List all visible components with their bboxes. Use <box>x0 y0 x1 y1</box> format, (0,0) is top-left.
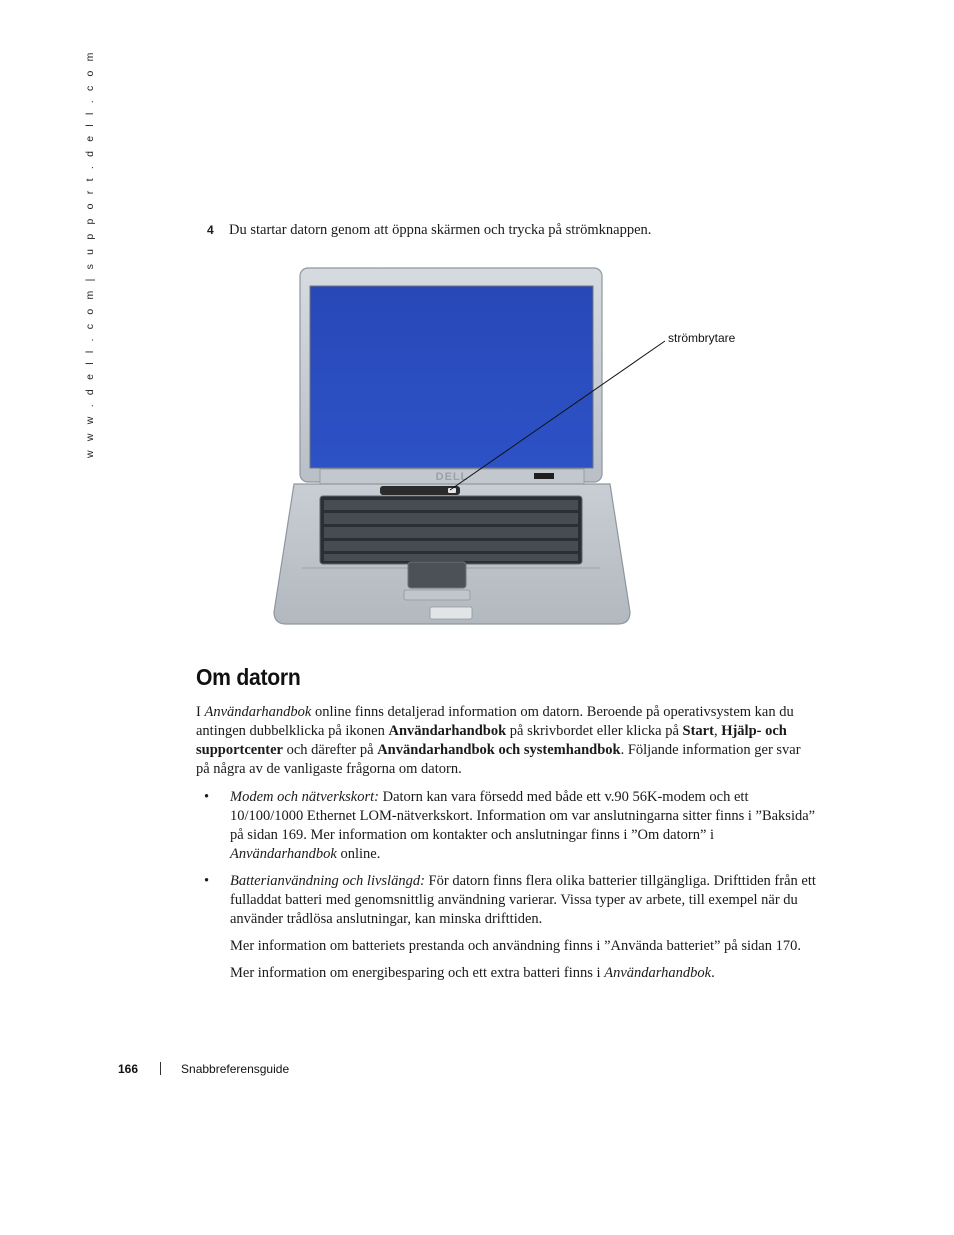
hinge-vent-right <box>534 473 554 479</box>
bullet-list <box>196 788 816 929</box>
laptop-screen <box>310 286 593 468</box>
bullet-label: Batterianvändning och livslängd: <box>230 873 425 889</box>
bullet-item <box>196 788 816 864</box>
energy-t2: Användarhandbok <box>604 965 712 981</box>
intro-paragraph <box>196 703 816 779</box>
bullet-dot: • <box>204 789 210 805</box>
body-text <box>196 703 816 991</box>
intro-t2: Användarhandbok <box>204 704 312 720</box>
laptop-illustration <box>272 262 752 634</box>
energy-t1: Mer information om energibesparing och ett extra batteri finns i <box>230 965 605 981</box>
bullet-italic-tail: Användarhandbok <box>230 846 337 862</box>
intro-t3: online finns detaljerad information om datorn. Beroende på operativsystem kan du antingen dubbelklicka på ikonen <box>196 704 794 739</box>
energy-t3: . <box>711 965 715 981</box>
section-title: Om datorn <box>196 664 301 690</box>
front-latch <box>430 607 472 619</box>
step-text: Du startar datorn genom att öppna skärmen och trycka på strömknappen. <box>229 222 652 238</box>
bullet-item <box>196 872 816 929</box>
bullet-tail: online. <box>336 846 381 862</box>
intro-t9: och därefter på <box>283 742 378 758</box>
page-footer <box>118 1062 289 1076</box>
callout-label: strömbrytare <box>668 331 736 345</box>
dell-logo: DELL <box>435 471 469 483</box>
bullet-dot: • <box>204 873 210 889</box>
bullet-text: Datorn kan vara försedd med både ett v.90 56K-modem och ett 10/100/1000 Ethernet LOM-nätverkskort. Information om var anslutningarna sitter finns i ”Baksida” på sidan 169. Mer information om kontakter och anslutningar finns i ”Om datorn” i <box>230 789 816 843</box>
guide-name: Snabbreferensguide <box>181 1062 290 1076</box>
step-number: 4 <box>207 223 214 237</box>
intro-t4: Användarhandbok <box>388 723 507 739</box>
touchpad <box>408 562 466 588</box>
intro-t1: I <box>196 704 205 720</box>
step-4 <box>207 220 847 240</box>
intro-t7: , <box>713 723 722 739</box>
intro-t8: Hjälp- och supportcenter <box>196 723 787 758</box>
page-number: 166 <box>118 1062 139 1076</box>
intro-t10: Användarhandbok och systemhandbok <box>377 742 621 758</box>
touchpad-buttons <box>404 590 470 600</box>
intro-t6: Start <box>682 723 714 739</box>
battery-info-paragraph: Mer information om batteriets prestanda och användning finns i ”Använda batteriet” på sidan 170. <box>230 938 801 954</box>
footer-separator <box>160 1062 161 1075</box>
bullet-text: För datorn finns flera olika batterier tillgängliga. Drifttiden från ett fulladdat batteri med genomsnittlig användning varierar. Vissa typer av arbete, till exempel när du använder trådlösa anslutningar, kan minska drifttiden. <box>230 873 816 927</box>
side-url: w w w . d e l l . c o m | s u p p o r t . d e l l . c o m <box>84 49 96 458</box>
intro-t11: . Följande information ger svar på några av de vanligaste frågorna om datorn. <box>196 742 801 777</box>
bullet-label: Modem och nätverkskort: <box>230 789 379 805</box>
intro-t5: på skrivbordet eller klicka på <box>506 723 683 739</box>
energy-info-paragraph <box>230 964 816 983</box>
